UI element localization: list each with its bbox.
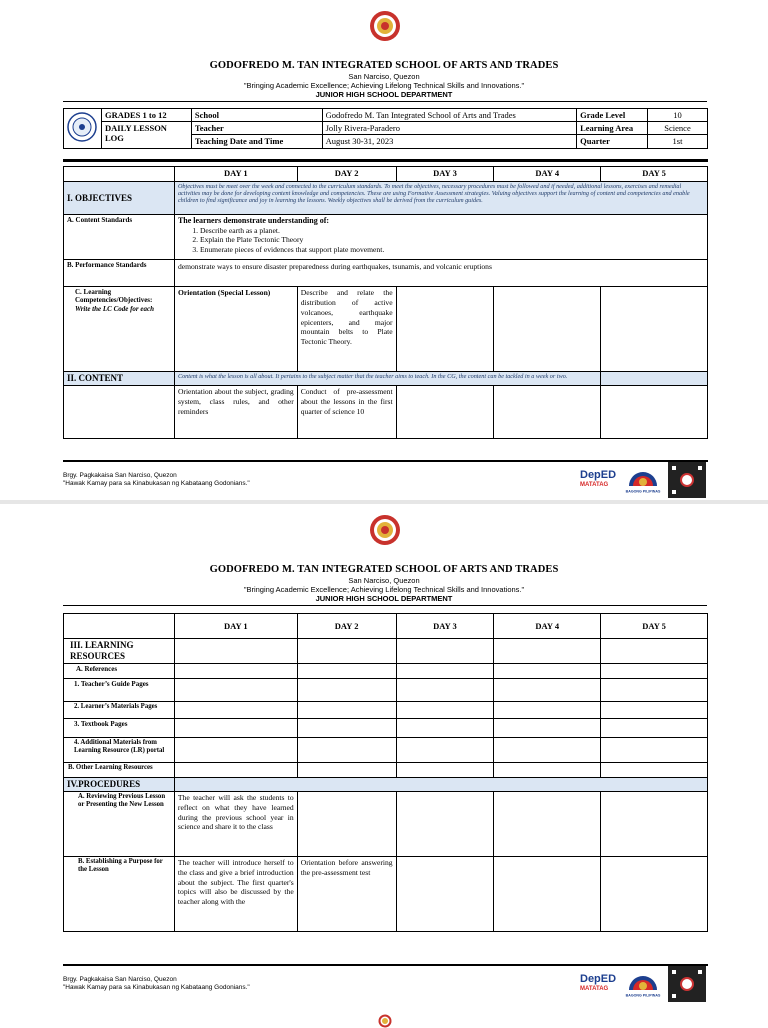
content-standards-value <box>174 215 707 260</box>
day-3-header: DAY 3 <box>396 167 494 182</box>
bagong-logo-text: BAGONG PILIPINAS <box>625 489 661 494</box>
daily-lesson-log-label: DAILY LESSON LOG <box>101 122 191 148</box>
grades-label: GRADES 1 to 12 <box>101 109 191 122</box>
review-day-1: The teacher will ask the students to reflect on what they have learned during the previous school year in science and share it to the class <box>174 791 297 856</box>
learning-competencies-label <box>64 287 175 372</box>
content-label: II. CONTENT <box>64 372 175 386</box>
footer-address: Brgy. Pagkakaisa San Narciso, Quezon <box>63 976 177 983</box>
content-day-1: Orientation about the subject, grading system, class rules, and other reminders <box>174 385 297 438</box>
lc-day-5 <box>601 287 708 372</box>
content-standards-lead: The learners demonstrate understanding of: <box>177 216 330 225</box>
content-note-empty <box>601 372 708 386</box>
content-note: Content is what the lesson is all about. It pertains to the subject matter that the teacher aims to teach. In the CG, the content can be tackled in a week or two. <box>174 372 600 386</box>
day-5-header: DAY 5 <box>601 167 708 182</box>
review-day-2 <box>297 791 396 856</box>
learning-area-value: Science <box>648 122 708 135</box>
deped-seal-cell <box>64 109 102 149</box>
footer-divider <box>63 964 708 966</box>
reviewing-lesson-label: A. Reviewing Previous Lesson or Presenting the New Lesson <box>64 791 175 856</box>
review-day-3 <box>396 791 494 856</box>
school-seal-icon <box>369 514 401 546</box>
footer-address-block <box>63 472 250 489</box>
content-day-3 <box>396 385 494 438</box>
bagong-pilipinas-logo-icon <box>625 464 661 494</box>
matatag-logo-text: MATATAG <box>580 482 609 488</box>
purpose-day-1: The teacher will introduce herself to the class and give a brief introduction about the subject. The first quarter's topics will also be discussed by the teacher along with the <box>174 856 297 931</box>
footer-slogan: "Hawak Kamay para sa Kinabukasan ng Kabataang Godonians." <box>63 984 250 992</box>
school-name: GODOFREDO M. TAN INTEGRATED SCHOOL OF ARTS AND TRADES <box>209 564 559 575</box>
establishing-purpose-label: B. Establishing a Purpose for the Lesson <box>64 856 175 931</box>
lesson-info-table <box>63 108 708 149</box>
school-motto: "Bringing Academic Excellence; Achieving Lifelong Technical Skills and Innovations." <box>243 585 525 594</box>
deped-matatag-logo-icon <box>578 466 622 488</box>
school-address: San Narciso, Quezon <box>348 72 420 81</box>
header-divider <box>63 605 707 606</box>
deped-seal-icon <box>67 112 97 142</box>
section-divider <box>63 159 708 162</box>
lc-day-1: Orientation (Special Lesson) <box>174 287 297 372</box>
deped-logo-text: DepED <box>580 469 617 481</box>
content-standards-label: A. Content Standards <box>64 215 175 260</box>
procedures-table <box>63 613 708 932</box>
content-standard-item: 2. Explain the Plate Tectonic Theory <box>200 235 704 245</box>
school-value: Godofredo M. Tan Integrated School of Arts and Trades <box>322 109 576 122</box>
lc-label-sub: Write the LC Code for each <box>75 304 155 313</box>
day-2-header: DAY 2 <box>297 614 396 639</box>
header-divider <box>63 101 707 102</box>
content-day-2: Conduct of pre-assessment about the lessons in the first quarter of science 10 <box>297 385 396 438</box>
additional-materials-label: 4. Additional Materials from Learning Resource (LR) portal <box>64 738 175 763</box>
grade-level-value: 10 <box>648 109 708 122</box>
content-standard-item: 3. Enumerate pieces of evidences that support plate movement. <box>200 245 704 255</box>
bagong-logo-text: BAGONG PILIPINAS <box>625 993 661 998</box>
learners-materials-label: 2. Learner’s Materials Pages <box>64 702 175 719</box>
lc-day-3 <box>396 287 494 372</box>
purpose-day-3 <box>396 856 494 931</box>
teacher-value: Jolly Rivera-Paradero <box>322 122 576 135</box>
objectives-table <box>63 166 708 439</box>
corner-cell <box>64 167 175 182</box>
school-label: School <box>191 109 322 122</box>
page-2 <box>0 504 768 1004</box>
day-4-header: DAY 4 <box>494 167 601 182</box>
review-day-5 <box>601 791 708 856</box>
performance-standards-label: B. Performance Standards <box>64 260 175 287</box>
purpose-day-4 <box>494 856 601 931</box>
lc-day-4 <box>494 287 601 372</box>
textbook-pages-label: 3. Textbook Pages <box>64 719 175 738</box>
footer-address-block <box>63 976 250 993</box>
learning-resources-label: III. LEARNING RESOURCES <box>64 639 175 664</box>
school-address: San Narciso, Quezon <box>348 576 420 585</box>
objectives-label: I. OBJECTIVES <box>64 182 175 215</box>
footer-address: Brgy. Pagkakaisa San Narciso, Quezon <box>63 472 177 479</box>
deped-matatag-logo-icon <box>578 970 622 992</box>
teaching-date-value: August 30-31, 2023 <box>322 135 576 148</box>
teaching-date-label: Teaching Date and Time <box>191 135 322 148</box>
lc-day-2: Describe and relate the distribution of active volcanoes, earthquake epicenters, and major mountain belts to Plate Tectonic Theory. <box>297 287 396 372</box>
footer-divider <box>63 460 708 462</box>
next-page-seal-icon <box>371 1014 399 1028</box>
page-1 <box>0 0 768 500</box>
day-3-header: DAY 3 <box>396 614 494 639</box>
purpose-day-2: Orientation before answering the pre-assessment test <box>297 856 396 931</box>
procedures-note <box>174 778 707 792</box>
school-name: GODOFREDO M. TAN INTEGRATED SCHOOL OF ARTS AND TRADES <box>209 60 559 71</box>
procedures-label: IV.PROCEDURES <box>64 778 175 792</box>
lc-label-title: C. Learning Competencies/Objectives: <box>75 288 153 305</box>
content-day-4 <box>494 385 601 438</box>
school-department: JUNIOR HIGH SCHOOL DEPARTMENT <box>315 594 453 603</box>
day-5-header: DAY 5 <box>601 614 708 639</box>
footer-slogan: "Hawak Kamay para sa Kinabukasan ng Kabataang Godonians." <box>63 480 250 488</box>
deped-logo-text: DepED <box>580 973 617 985</box>
day-1-header: DAY 1 <box>174 167 297 182</box>
bagong-pilipinas-logo-icon <box>625 968 661 998</box>
objectives-note: Objectives must be meet over the week and connected to the curriculum standards. To meet the objectives, necessary procedures must be followed and if needed, additional lessons, exercises and remedial activities may be done for developing content knowledge and competencies. These are using Formative Assessment strategies. Valuing objectives support the learning of content and competencies and enable children to find significance and joy in learning the lessons. Weekly objectives shall be derived from the curriculum guides. <box>174 182 707 215</box>
content-standard-item: 1. Describe earth as a planet. <box>200 226 704 236</box>
references-label: A. References <box>64 664 175 679</box>
matatag-logo-text: MATATAG <box>580 986 609 992</box>
qr-code-icon <box>668 966 706 1002</box>
day-4-header: DAY 4 <box>494 614 601 639</box>
qr-code-icon <box>668 462 706 498</box>
other-resources-label: B. Other Learning Resources <box>64 763 175 778</box>
content-empty-label <box>64 385 175 438</box>
teachers-guide-label: 1. Teacher’s Guide Pages <box>64 679 175 702</box>
school-department: JUNIOR HIGH SCHOOL DEPARTMENT <box>315 90 453 99</box>
quarter-label: Quarter <box>577 135 648 148</box>
content-standards-list <box>178 226 704 256</box>
quarter-value: 1st <box>648 135 708 148</box>
grade-level-label: Grade Level <box>577 109 648 122</box>
school-motto: "Bringing Academic Excellence; Achieving Lifelong Technical Skills and Innovations." <box>243 81 525 90</box>
review-day-4 <box>494 791 601 856</box>
performance-standards-value: demonstrate ways to ensure disaster preparedness during earthquakes, tsunamis, and volcanic eruptions <box>174 260 707 287</box>
learning-area-label: Learning Area <box>577 122 648 135</box>
teacher-label: Teacher <box>191 122 322 135</box>
day-2-header: DAY 2 <box>297 167 396 182</box>
purpose-day-5 <box>601 856 708 931</box>
day-1-header: DAY 1 <box>174 614 297 639</box>
content-day-5 <box>601 385 708 438</box>
corner-cell <box>64 614 175 639</box>
school-seal-icon <box>369 10 401 42</box>
